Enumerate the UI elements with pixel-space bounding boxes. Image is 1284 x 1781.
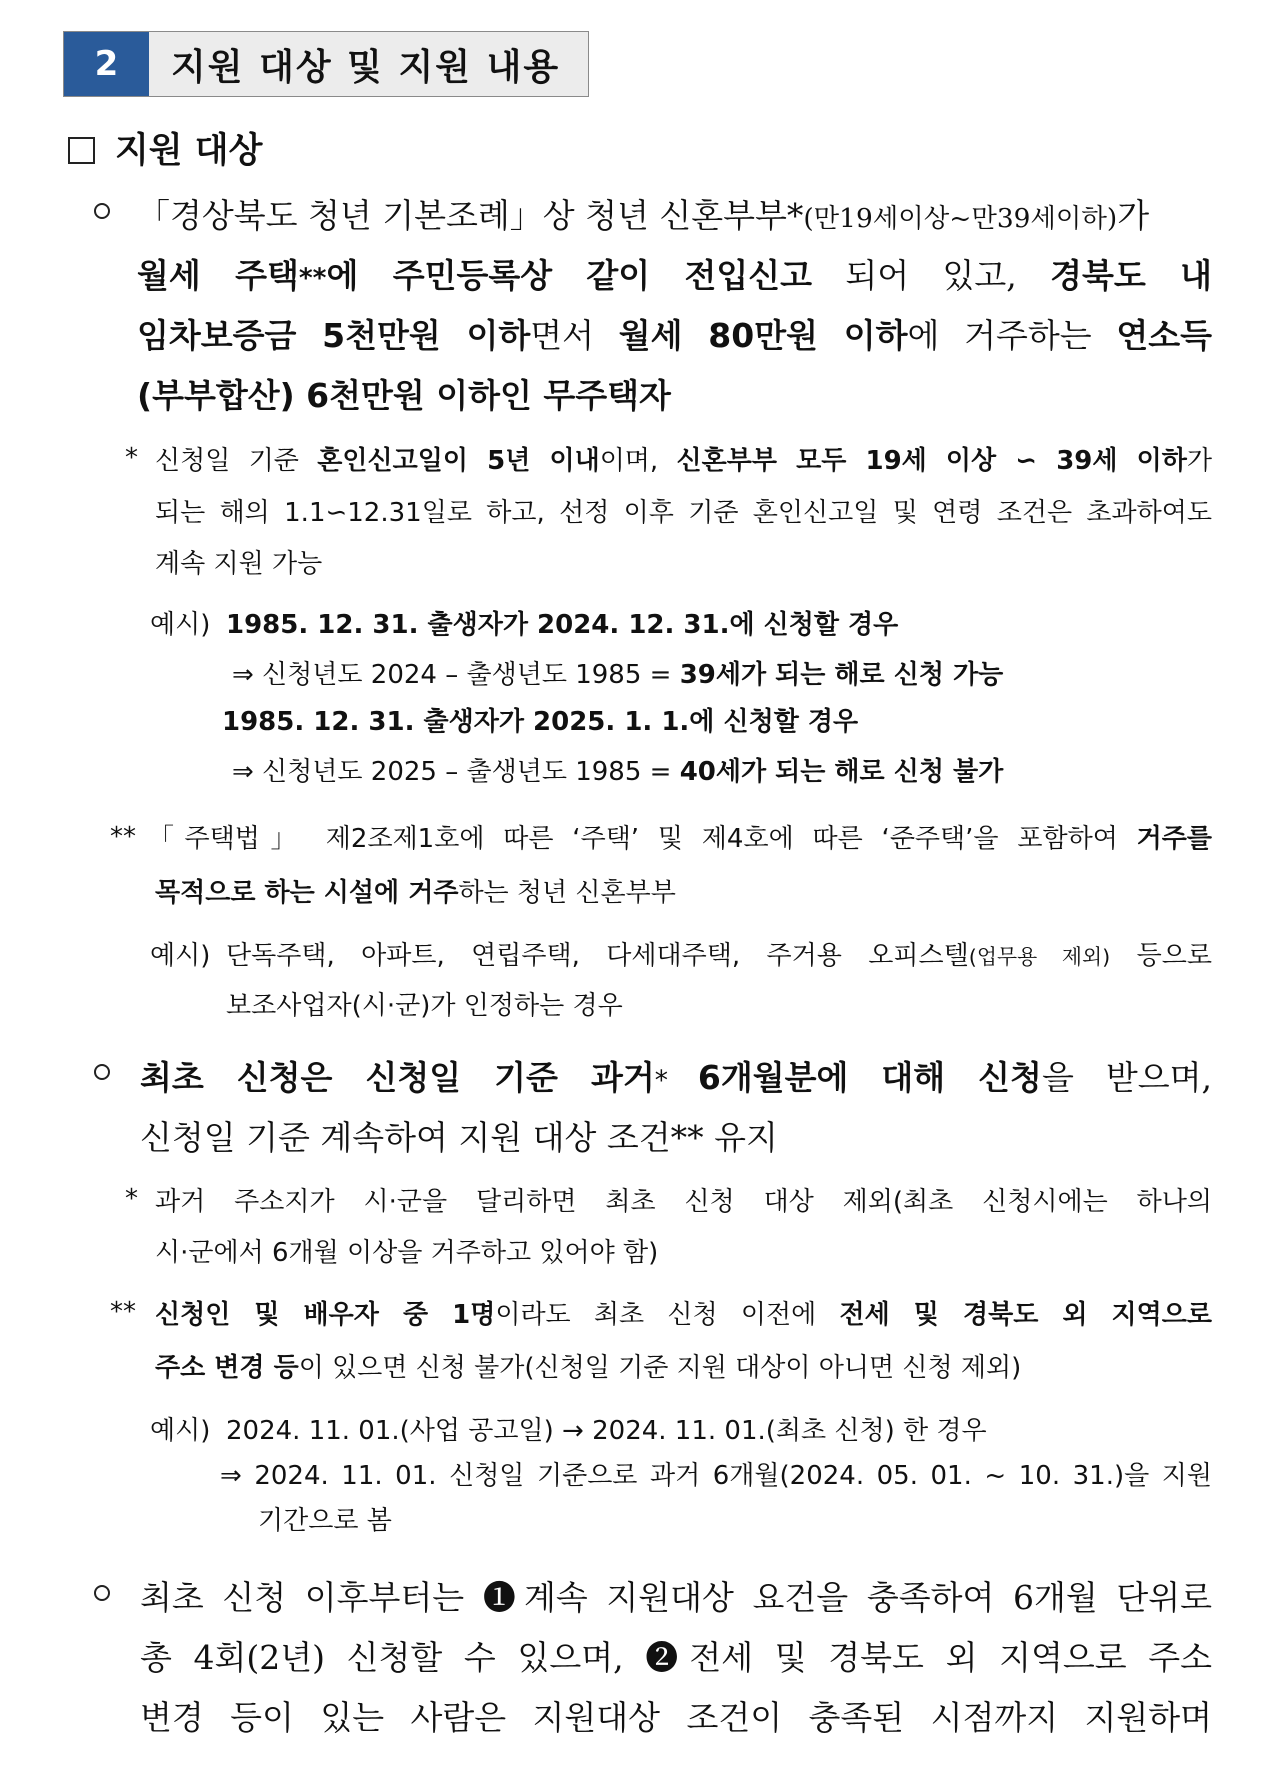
note-marker: * (125, 443, 138, 473)
note-1-line-2: 되는 해의 1.1∽12.31일로 하고, 선정 이후 기준 혼인신고일 및 연령 조건은 초과하여도 (155, 498, 1212, 528)
bullet-1-line-1: 「경상북도 청년 기본조례」상 청년 신혼부부*(만19세이상~만39세이하)가 (137, 196, 1150, 235)
bullet-1-line-3: 임차보증금 5천만원 이하면서 월세 80만원 이하에 거주하는 연소득 (137, 316, 1213, 355)
example-1-line-2: ⇒ 신청년도 2024 – 출생년도 1985 = 39세가 되는 해로 신청 가능 (232, 660, 1004, 690)
checkbox-square-icon (68, 137, 95, 164)
circle-bullet-icon (94, 1064, 110, 1080)
note-marker: * (125, 1184, 138, 1214)
note-marker: ** (110, 1297, 136, 1327)
example-2-line-2: 보조사업자(시·군)가 인정하는 경우 (226, 991, 623, 1021)
example-3-line-3: 기간으로 봄 (258, 1506, 392, 1536)
note-2-line-2: 목적으로 하는 시설에 거주하는 청년 신혼부부 (155, 878, 676, 908)
number-1-icon: ❶ (482, 1578, 524, 1617)
bullet-1-line-4: (부부합산) 6천만원 이하인 무주택자 (137, 376, 671, 415)
section-header (63, 31, 589, 97)
note-1-line-1: 신청일 기준 혼인신고일이 5년 이내이며, 신혼부부 모두 19세 이상 ∽ 39세 이하가 (155, 446, 1212, 476)
note-4-line-1: 신청인 및 배우자 중 1명이라도 최초 신청 이전에 전세 및 경북도 외 지역으로 (155, 1300, 1212, 1330)
circle-bullet-icon (94, 203, 110, 219)
example-label: 예시) (150, 610, 211, 640)
bullet-2-line-1: 최초 신청은 신청일 기준 과거* 6개월분에 대해 신청을 받으며, (140, 1058, 1212, 1097)
example-1-line-1: 1985. 12. 31. 출생자가 2024. 12. 31.에 신청할 경우 (226, 610, 899, 640)
note-1-line-3: 계속 지원 가능 (155, 549, 323, 579)
note-4-line-2: 주소 변경 등이 있으면 신청 불가(신청일 기준 지원 대상이 아니면 신청 제외) (155, 1353, 1022, 1383)
section-number: 2 (64, 32, 149, 96)
bullet-3-line-3: 변경 등이 있는 사람은 지원대상 조건이 충족된 시점까지 지원하며 (140, 1698, 1212, 1737)
note-3-line-1: 과거 주소지가 시·군을 달리하면 최초 신청 대상 제외(최초 신청시에는 하나의 (155, 1187, 1212, 1217)
note-3-line-2: 시·군에서 6개월 이상을 거주하고 있어야 함) (155, 1238, 659, 1268)
example-3-line-2: ⇒ 2024. 11. 01. 신청일 기준으로 과거 6개월(2024. 05. 01. ~ 10. 31.)을 지원 (220, 1461, 1212, 1491)
bullet-2-line-2: 신청일 기준 계속하여 지원 대상 조건** 유지 (140, 1118, 778, 1157)
number-2-icon: ❷ (645, 1638, 690, 1677)
note-marker: ** (110, 822, 136, 852)
example-1-line-3: 1985. 12. 31. 출생자가 2025. 1. 1.에 신청할 경우 (222, 707, 859, 737)
section-title: 지원 대상 및 지원 내용 (149, 32, 588, 96)
bullet-3-line-2: 총 4회(2년) 신청할 수 있으며, ❷전세 및 경북도 외 지역으로 주소 (140, 1638, 1212, 1677)
bullet-1-line-2: 월세 주택**에 주민등록상 같이 전입신고 되어 있고, 경북도 내 (137, 256, 1212, 295)
example-label: 예시) (150, 1416, 211, 1446)
note-2-line-1: 「주택법」 제2조제1호에 따른 ‘주택’ 및 제4호에 따른 ‘준주택’을 포함하여 거주를 (148, 824, 1212, 854)
subheading: 지원 대상 (68, 123, 262, 173)
example-1-line-4: ⇒ 신청년도 2025 – 출생년도 1985 = 40세가 되는 해로 신청 불가 (232, 757, 1004, 787)
example-2-line-1: 단독주택, 아파트, 연립주택, 다세대주택, 주거용 오피스텔(업무용 제외) 등으로 (226, 941, 1212, 971)
circle-bullet-icon (94, 1585, 110, 1601)
example-label: 예시) (150, 941, 211, 971)
example-3-line-1: 2024. 11. 01.(사업 공고일) → 2024. 11. 01.(최초 신청) 한 경우 (226, 1416, 987, 1446)
bullet-3-line-1: 최초 신청 이후부터는 ❶계속 지원대상 요건을 충족하여 6개월 단위로 (140, 1578, 1213, 1617)
